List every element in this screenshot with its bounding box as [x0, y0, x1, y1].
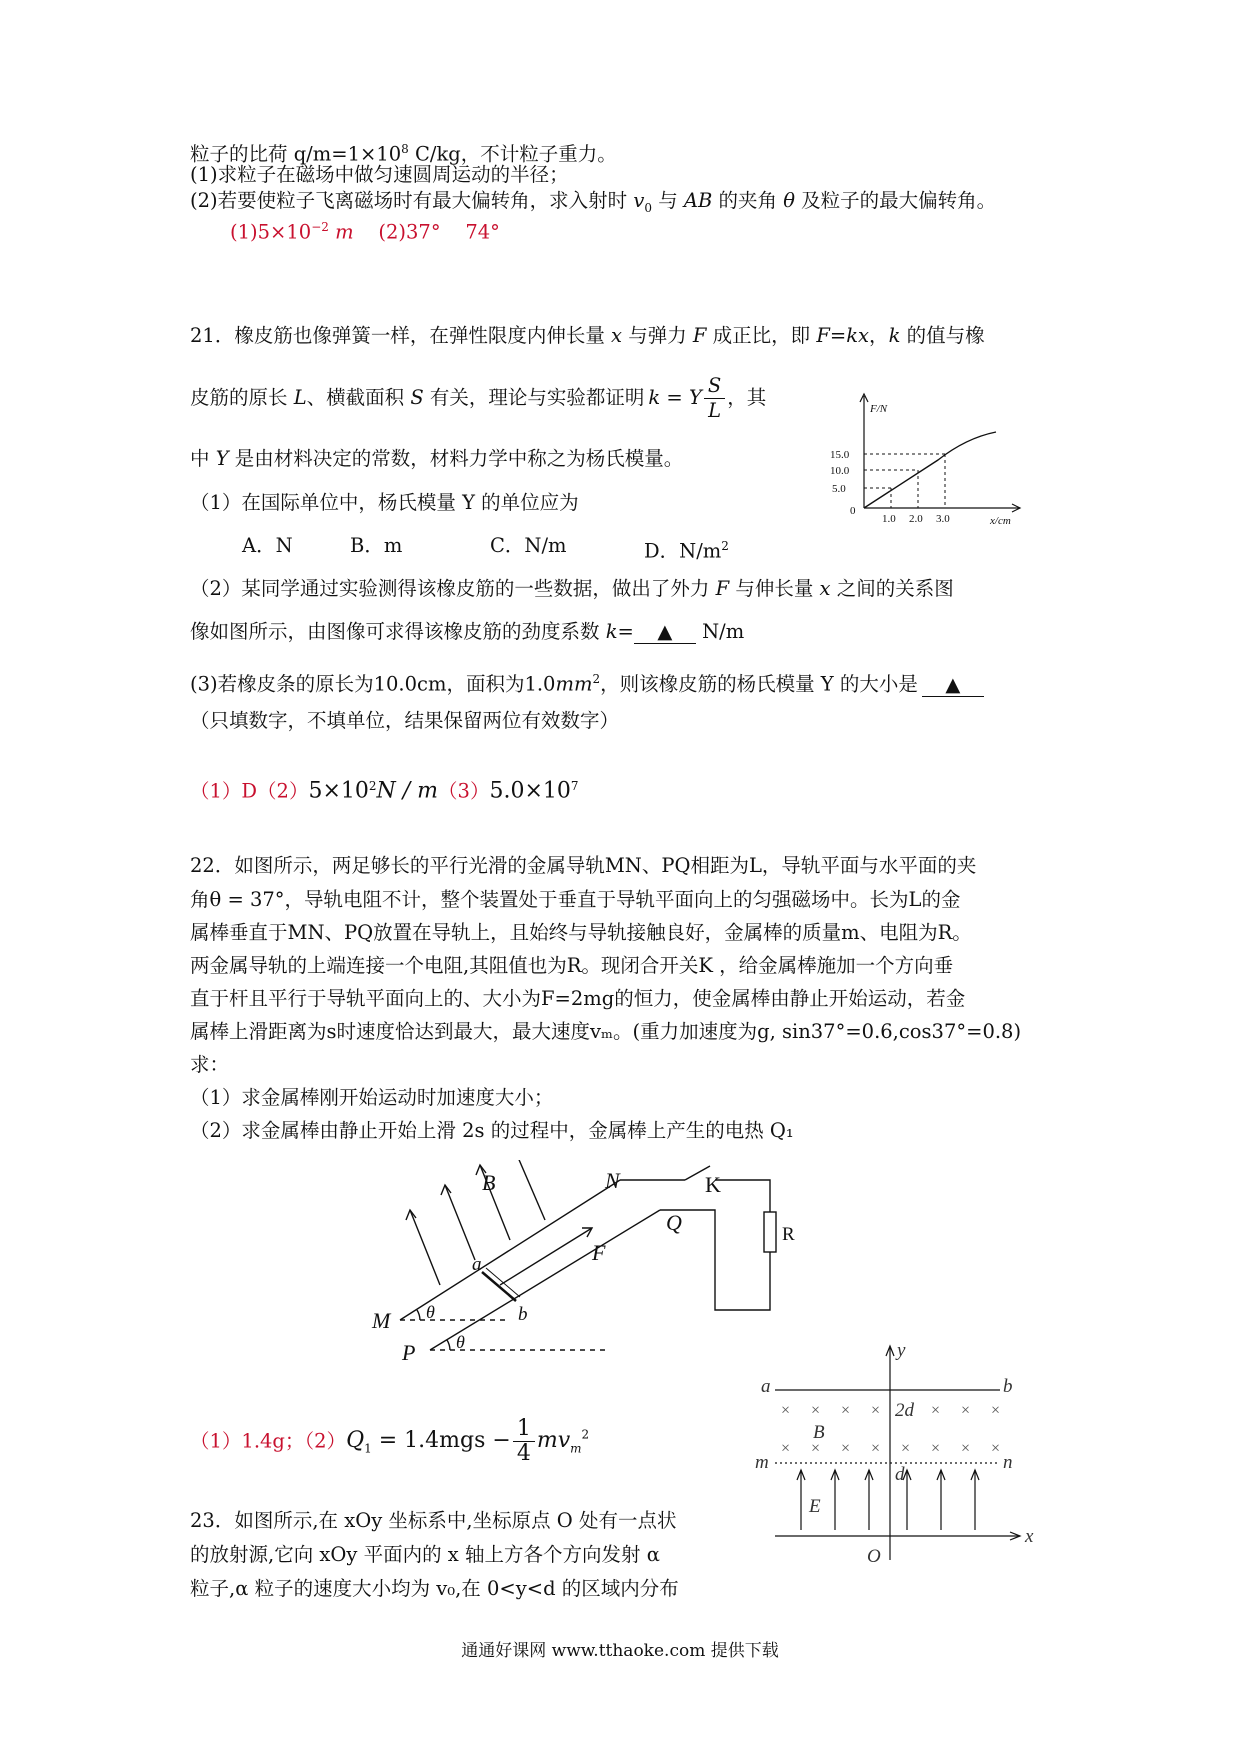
- q22-wire-top-right: [715, 1180, 770, 1212]
- q21-ans-p3-exp: 7: [570, 779, 579, 793]
- q21-p2-eq: =: [617, 620, 634, 643]
- q20-answer-exp: −2: [311, 220, 329, 234]
- q20-part2-a: (2)若要使粒子飞离磁场时有最大偏转角，求入射时: [190, 189, 634, 212]
- q21-p2-c: 之间的关系图: [830, 577, 954, 600]
- q22-line-3: [190, 920, 972, 946]
- q21-F: F: [692, 324, 707, 347]
- q23-label-b: b: [1003, 1376, 1013, 1397]
- q22-ans-mv-sub: m: [570, 1441, 582, 1456]
- q22-b-arrow-2-head: [441, 1185, 451, 1195]
- q21-answer: [190, 773, 579, 805]
- svg-text:×: ×: [871, 1440, 881, 1457]
- q22-label-k: K: [705, 1172, 721, 1197]
- q22-resistor: [764, 1212, 776, 1252]
- q21-p2-a: （2）某同学通过实验测得该橡皮筋的一些数据，做出了外力: [190, 577, 716, 600]
- q21-p2-d: 像如图所示，由图像可求得该橡皮筋的劲度系数: [190, 620, 606, 643]
- q22-text-9: （2）求金属棒由静止开始上滑 2s 的过程中，金属棒上产生的电热 Q₁: [190, 1119, 794, 1142]
- q22-b-arrow-1-head: [406, 1210, 416, 1220]
- q22-b-arrow-1: [410, 1210, 440, 1285]
- q23-label-y: y: [897, 1340, 906, 1361]
- q20-part2-d: 及粒子的最大偏转角。: [794, 189, 997, 212]
- q20-answer: [230, 214, 500, 246]
- q21-l3-b: 是由材料决定的常数，材料力学中称之为杨氏模量。: [228, 447, 684, 470]
- q23-label-d: d: [895, 1464, 905, 1485]
- q22-line-6: [190, 1019, 1021, 1045]
- q21-p2-unit: N/m: [695, 620, 745, 643]
- q22-line-4: [190, 953, 953, 979]
- q23-line-2: [190, 1542, 660, 1568]
- q22-label-b-field: B: [482, 1170, 496, 1195]
- q23-label-o: O: [867, 1546, 881, 1567]
- q21-graph-xtick-3: 3.0: [936, 513, 950, 525]
- q22-label-a: a: [472, 1254, 482, 1275]
- q22-ans-frac: [513, 1417, 535, 1466]
- svg-text:×: ×: [991, 1440, 1001, 1457]
- q21-l1-a: 21．橡皮筋也像弹簧一样，在弹性限度内伸长量: [190, 324, 612, 347]
- q21-ans-p2-exp: 2: [368, 779, 377, 793]
- q22-ans-formula: [346, 1415, 590, 1466]
- q21-part1-text: （1）在国际单位中，杨氏模量 Y 的单位应为: [190, 491, 579, 514]
- q21-part-2-line-2: [190, 619, 744, 645]
- q21-l1-b: 与弹力: [622, 324, 693, 347]
- q21-blank-k: ▲: [634, 621, 696, 644]
- q22-ans-p1: （1）1.4g；（2）: [190, 1429, 347, 1453]
- q20-part-1: [190, 162, 569, 188]
- q22-line-1: [190, 853, 976, 879]
- q22-b-arrow-4: [517, 1160, 545, 1220]
- q22-ans-eq: = 1.4mgs −: [371, 1428, 511, 1454]
- q21-fkx: F=kx: [816, 324, 870, 347]
- q21-L: L: [293, 386, 307, 409]
- q21-option-a: A．N: [242, 534, 293, 557]
- q21-ans-p3: （3）: [438, 779, 490, 803]
- q20-v0-sub: 0: [644, 200, 652, 215]
- q22-label-n: N: [605, 1168, 620, 1193]
- q21-graph-origin: 0: [850, 505, 856, 517]
- q21-part-2-line-1: [190, 576, 954, 602]
- q21-note-text: （只填数字，不填单位，结果保留两位有效数字）: [190, 709, 620, 732]
- q21-l1-e: 的值与橡: [900, 324, 985, 347]
- q22-label-b: b: [518, 1304, 528, 1325]
- q22-b-arrow-2: [445, 1185, 475, 1260]
- q20-theta: θ: [783, 189, 795, 212]
- q22-ans-q-sub: 1: [364, 1441, 372, 1456]
- q23-label-e: E: [809, 1496, 821, 1517]
- svg-text:×: ×: [841, 1440, 851, 1457]
- svg-text:×: ×: [991, 1402, 1001, 1419]
- q21-p2-b: 与伸长量: [729, 577, 820, 600]
- svg-text:×: ×: [871, 1402, 881, 1419]
- q22-label-r: R: [782, 1224, 795, 1245]
- q20-part2-c: 的夹角: [712, 189, 784, 212]
- q21-p2-F: F: [715, 577, 730, 600]
- q21-graph-xtick-2: 2.0: [909, 513, 923, 525]
- q21-part-1: [190, 490, 579, 516]
- q22-line-8: [190, 1085, 553, 1111]
- q20-text-tail: C/kg，不计粒子重力。: [408, 142, 617, 166]
- q21-l1-d: ，: [869, 324, 889, 347]
- q21-p3-mm: mm: [555, 672, 593, 696]
- q22-force-line: [500, 1228, 592, 1285]
- svg-text:×: ×: [961, 1402, 971, 1419]
- q21-line-3: [190, 446, 683, 472]
- q21-ans-p1: （1）D（2）: [190, 779, 309, 803]
- q22-text-3: 属棒垂直于MN、PQ放置在导轨上，且始终与导轨接触良好，金属棒的质量m、电阻为R。: [190, 921, 972, 944]
- q22-rail-mn: [400, 1180, 620, 1320]
- q20-part1-text: (1)求粒子在磁场中做匀速圆周运动的半径；: [190, 163, 569, 186]
- q20-answer-b: (2)37° 74°: [353, 220, 500, 244]
- q21-formula-num: S: [704, 374, 725, 399]
- q21-part-3-note: [190, 708, 619, 734]
- q21-option-d-text: D．N/m: [644, 539, 722, 563]
- q22-label-q: Q: [666, 1210, 682, 1235]
- q21-p3-exp: 2: [592, 672, 601, 686]
- q21-formula-lhs: k = Y: [648, 386, 702, 409]
- q23-label-b-field: B: [813, 1422, 825, 1443]
- q20-part2-b: 与: [652, 189, 684, 212]
- q23-text-1: 23．如图所示,在 xOy 坐标系中,坐标原点 O 处有一点状: [190, 1509, 677, 1532]
- q20-text: 粒子的比荷 q/m=1×10: [190, 142, 402, 166]
- q22-label-p: P: [402, 1340, 416, 1365]
- q22-ans-q: Q: [346, 1428, 365, 1454]
- svg-text:×: ×: [811, 1440, 821, 1457]
- q21-S: S: [410, 386, 424, 409]
- q21-l2-c: 有关，理论与实验都证明: [423, 386, 645, 409]
- q21-p2-x: x: [819, 577, 831, 600]
- svg-text:×: ×: [781, 1440, 791, 1457]
- q21-option-d-exp: 2: [721, 539, 729, 553]
- svg-text:×: ×: [931, 1402, 941, 1419]
- q22-line-5: [190, 986, 965, 1012]
- svg-text:×: ×: [901, 1440, 911, 1457]
- q23-line-1: [190, 1508, 677, 1534]
- q23-label-x: x: [1025, 1526, 1034, 1547]
- q21-x: x: [611, 324, 623, 347]
- q22-ans-frac-num: 1: [513, 1417, 535, 1442]
- q20-answer-unit: m: [328, 220, 354, 244]
- q21-force-graph: [830, 390, 1030, 530]
- q21-graph-ytick-3: 15.0: [830, 449, 850, 461]
- q20-ab: AB: [683, 189, 713, 212]
- q22-text-1: 22．如图所示，两足够长的平行光滑的金属导轨MN、PQ相距为L，导轨平面与水平面的夹: [190, 854, 977, 877]
- page-footer: [0, 1636, 1240, 1661]
- q23-line-3: [190, 1576, 679, 1602]
- q23-label-2d: 2d: [895, 1400, 914, 1421]
- q23-text-3: 粒子,α 粒子的速度大小均为 v₀,在 0<y<d 的区域内分布: [190, 1577, 679, 1600]
- q22-bar-ab: [482, 1272, 516, 1301]
- q22-answer: [190, 1410, 589, 1474]
- q22-line-2: [190, 887, 961, 913]
- q21-line-2: [190, 368, 766, 428]
- q21-ans-p2-unit: N / m: [376, 778, 439, 804]
- q21-p3-a: (3)若橡皮条的原长为10.0cm，面积为1.0: [190, 672, 556, 696]
- q22-ans-mv-exp: 2: [581, 1428, 590, 1442]
- q20-answer-a: (1)5×10: [230, 220, 312, 244]
- q23-label-m: m: [755, 1452, 769, 1473]
- q21-blank-y: ▲: [922, 674, 984, 697]
- q22-rail-diagram: [360, 1160, 820, 1370]
- q22-line-9: [190, 1118, 794, 1144]
- q22-label-theta-2: θ: [456, 1332, 465, 1352]
- q22-text-4: 两金属导轨的上端连接一个电阻,其阻值也为R。现闭合开关K ，给金属棒施加一个方向垂: [190, 954, 954, 977]
- q21-l2-d: ，其: [727, 386, 767, 409]
- q21-formula-den: L: [708, 399, 722, 422]
- q22-text-8: （1）求金属棒刚开始运动时加速度大小；: [190, 1086, 554, 1109]
- q21-l2-b: 、横截面积: [306, 386, 411, 409]
- svg-text:×: ×: [811, 1402, 821, 1419]
- q23-label-a: a: [761, 1376, 771, 1397]
- q21-option-c: C．N/m: [490, 534, 567, 557]
- q20-exp: 8: [401, 142, 409, 156]
- q21-k: k: [888, 324, 901, 347]
- q21-part-3: [190, 666, 984, 698]
- q21-l3-a: 中: [190, 447, 216, 470]
- svg-text:×: ×: [931, 1440, 941, 1457]
- q22-text-5: 直于杆且平行于导轨平面向上的、大小为F=2mg的恒力，使金属棒由静止开始运动，若金: [190, 987, 966, 1010]
- q22-label-f: F: [592, 1240, 606, 1265]
- q22-angle-arc-m: [417, 1310, 420, 1320]
- q21-graph-ytick-1: 5.0: [832, 483, 846, 495]
- q21-l2-a: 皮筋的原长: [190, 386, 294, 409]
- q22-text-2: 角θ = 37°，导轨电阻不计，整个装置处于垂直于导轨平面向上的匀强磁场中。长为L的金: [190, 888, 961, 911]
- footer-text: 通通好课网 www.tthaoke.com 提供下载: [461, 1641, 779, 1661]
- q22-rail-pq: [430, 1210, 660, 1350]
- q21-option-d: [644, 533, 729, 565]
- q22-angle-arc-p: [447, 1340, 450, 1350]
- q20-v0: v: [633, 189, 645, 212]
- q21-graph-xlabel: x/cm: [990, 515, 1011, 527]
- q21-p3-b: ，则该橡皮筋的杨氏模量 Y 的大小是: [600, 672, 918, 696]
- q21-formula-frac: [704, 374, 725, 423]
- q21-graph-ytick-2: 10.0: [830, 465, 850, 477]
- svg-text:×: ×: [961, 1440, 971, 1457]
- q23-e-field-arrows: [797, 1470, 979, 1530]
- q22-label-theta-1: θ: [426, 1302, 435, 1322]
- q21-graph-xtick-1: 1.0: [882, 513, 896, 525]
- q22-line-7: [190, 1052, 229, 1078]
- q21-option-b: B．m: [350, 534, 403, 557]
- q21-graph-ylabel: F/N: [870, 403, 888, 415]
- q22-ans-frac-den: 4: [516, 1440, 531, 1466]
- q21-line-1: [190, 323, 985, 349]
- q21-ans-p3-val: 5.0×10: [489, 778, 571, 804]
- q23-text-2: 的放射源,它向 xOy 平面内的 x 轴上方各个方向发射 α: [190, 1543, 660, 1566]
- q22-text-6: 属棒上滑距离为s时速度恰达到最大，最大速度vₘ。(重力加速度为g, sin37°=0.6,cos37°=0.8): [190, 1020, 1022, 1043]
- q21-Y: Y: [215, 447, 229, 470]
- q22-ans-mv: mv: [536, 1428, 571, 1454]
- q21-l1-c: 成正比，即: [706, 324, 817, 347]
- svg-text:×: ×: [781, 1402, 791, 1419]
- q23-field-diagram: [755, 1340, 1055, 1570]
- q23-label-n: n: [1003, 1452, 1013, 1473]
- q22-text-7: 求：: [190, 1053, 230, 1076]
- q21-p2-k: k: [605, 620, 618, 643]
- q22-label-m: M: [372, 1308, 391, 1333]
- svg-text:×: ×: [841, 1402, 851, 1419]
- q21-ans-p2: 5×10: [308, 778, 369, 804]
